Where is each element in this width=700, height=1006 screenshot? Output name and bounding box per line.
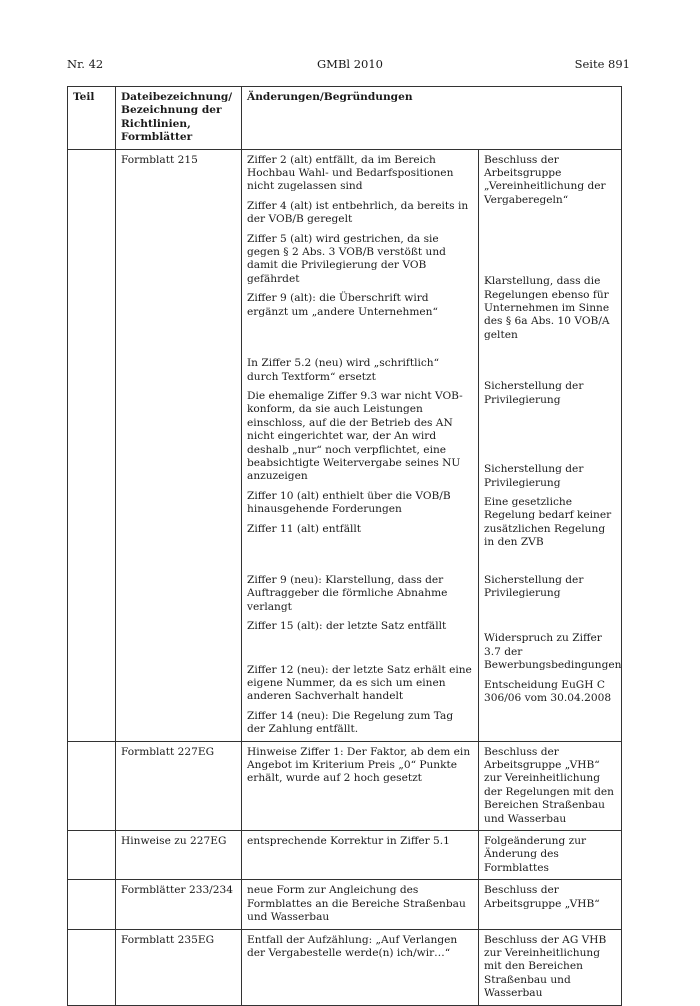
reason-entry: Eine gesetzliche Regelung bedarf keiner zusätzlichen Regelung in den ZVB <box>484 495 612 549</box>
cell-teil <box>68 929 116 1005</box>
table-row <box>68 831 622 880</box>
spacer <box>484 556 616 574</box>
cell-name: Formblätter 233/234 <box>116 880 242 929</box>
cell-reasons: Beschluss der Arbeitsgruppe „VHB“ <box>479 880 622 929</box>
change-entry: Ziffer 5 (alt) wird gestrichen, da sie gegen § 2 Abs. 3 VOB/B verstößt und damit die Privilegierung der VOB gefährdet <box>247 232 446 285</box>
change-entry: Ziffer 15 (alt): der letzte Satz entfällt <box>247 620 447 633</box>
change-entry: Ziffer 11 (alt) entfällt <box>247 522 362 535</box>
table-row <box>68 929 622 1005</box>
table-row <box>68 149 622 741</box>
cell-name: Formblatt 235EG <box>116 929 242 1005</box>
spacer <box>484 606 616 632</box>
cell-changes: neue Form zur Angleichung des Formblattes an die Bereiche Straßenbau und Wasserbau <box>242 880 479 929</box>
change-entry: Ziffer 2 (alt) entfällt, da im Bereich Hochbau Wahl- und Bedarfspositionen nicht zugelassen sind <box>247 153 454 193</box>
changes-table <box>67 86 622 1006</box>
cell-reasons: Beschluss der AG VHB zur Vereinheitlichung mit den Bereichen Straßenbau und Wasserbau <box>479 929 622 1005</box>
table-row <box>68 880 622 929</box>
cell-teil <box>68 149 116 741</box>
column-header-teil: Teil <box>68 87 116 150</box>
cell-reasons: Beschluss der Arbeitsgruppe „VHB“ zur Vereinheitlichung der Regelungen mit den Bereichen Straßenbau und Wasserbau <box>479 741 622 830</box>
cell-teil <box>68 831 116 880</box>
cell-name: Formblatt 215 <box>116 149 242 741</box>
reason-entry: Widerspruch zu Ziffer 3.7 der Bewerbungsbedingungen <box>484 632 622 672</box>
spacer <box>247 325 473 357</box>
cell-changes: entsprechende Korrektur in Ziffer 5.1 <box>242 831 479 880</box>
page-number-label: Nr. 42 <box>67 57 104 71</box>
table-row <box>68 741 622 830</box>
reason-entry: Sicherstellung der Privilegierung <box>484 380 584 406</box>
reason-entry: Sicherstellung der Privilegierung <box>484 463 584 489</box>
table-header-row <box>68 87 622 150</box>
cell-teil <box>68 741 116 830</box>
column-header-aenderungen: Änderungen/Begründungen <box>242 87 622 150</box>
cell-reasons: Folgeänderung zur Änderung des Formblattes <box>479 831 622 880</box>
cell-changes <box>242 149 479 741</box>
publication-title: GMBl 2010 <box>316 57 383 71</box>
page-label: Seite 891 <box>574 57 630 71</box>
change-entry: Ziffer 4 (alt) ist entbehrlich, da bereits in der VOB/B geregelt <box>247 199 469 226</box>
reason-entry: Entscheidung EuGH C 306/06 vom 30.04.2008 <box>484 678 612 704</box>
spacer <box>484 348 616 380</box>
spacer <box>247 640 473 664</box>
cell-teil <box>68 880 116 929</box>
column-header-line: Dateibezeichnung/ <box>121 91 233 103</box>
change-entry: In Ziffer 5.2 (neu) wird „schriftlich“ durch Textform“ ersetzt <box>247 357 440 383</box>
column-header-line: Bezeichnung der <box>121 104 222 117</box>
change-entry: Die ehemalige Ziffer 9.3 war nicht VOB-konform, da sie auch Leistungen einschloss, auf die der Betrieb des AN nicht eingerichtet war, der An wird deshalb „nur“ noch verpflichtet, eine beabsichtigte Weitervergabe seines NU anzuzeigen <box>247 389 463 483</box>
reason-entry: Klarstellung, dass die Regelungen ebenso für Unternehmen im Sinne des § 6a Abs. 10 VOB/A gelten <box>484 275 610 341</box>
reason-entry: Beschluss der Arbeitsgruppe „Vereinheitlichung der Vergaberegeln“ <box>484 153 606 206</box>
change-entry: Ziffer 12 (neu): der letzte Satz erhält eine eigene Nummer, da es sich um einen anderen Sachverhalt handelt <box>247 663 472 703</box>
change-entry: Ziffer 10 (alt) enthielt über die VOB/B hinausgehende Forderungen <box>247 489 451 516</box>
cell-name: Formblatt 227EG <box>116 741 242 830</box>
column-header-dateibezeichnung <box>116 87 242 150</box>
spacer <box>484 213 616 275</box>
column-header-line: Richtlinien, Formblätter <box>121 117 193 144</box>
change-entry: Ziffer 9 (neu): Klarstellung, dass der Auftraggeber die förmliche Abnahme verlangt <box>247 573 448 613</box>
cell-changes: Entfall der Aufzählung: „Auf Verlangen der Vergabestelle werde(n) ich/wir…“ <box>242 929 479 1005</box>
cell-name: Hinweise zu 227EG <box>116 831 242 880</box>
spacer <box>484 413 616 463</box>
cell-changes: Hinweise Ziffer 1: Der Faktor, ab dem ein Angebot im Kriterium Preis „0“ Punkte erhält, wurde auf 2 hoch gesetzt <box>242 741 479 830</box>
change-entry: Ziffer 14 (neu): Die Regelung zum Tag der Zahlung entfällt. <box>247 709 454 736</box>
reason-entry: Sicherstellung der Privilegierung <box>484 573 584 599</box>
change-entry: Ziffer 9 (alt): die Überschrift wird ergänzt um „andere Unternehmen“ <box>247 292 438 318</box>
spacer <box>247 542 473 574</box>
cell-reasons <box>479 149 622 741</box>
